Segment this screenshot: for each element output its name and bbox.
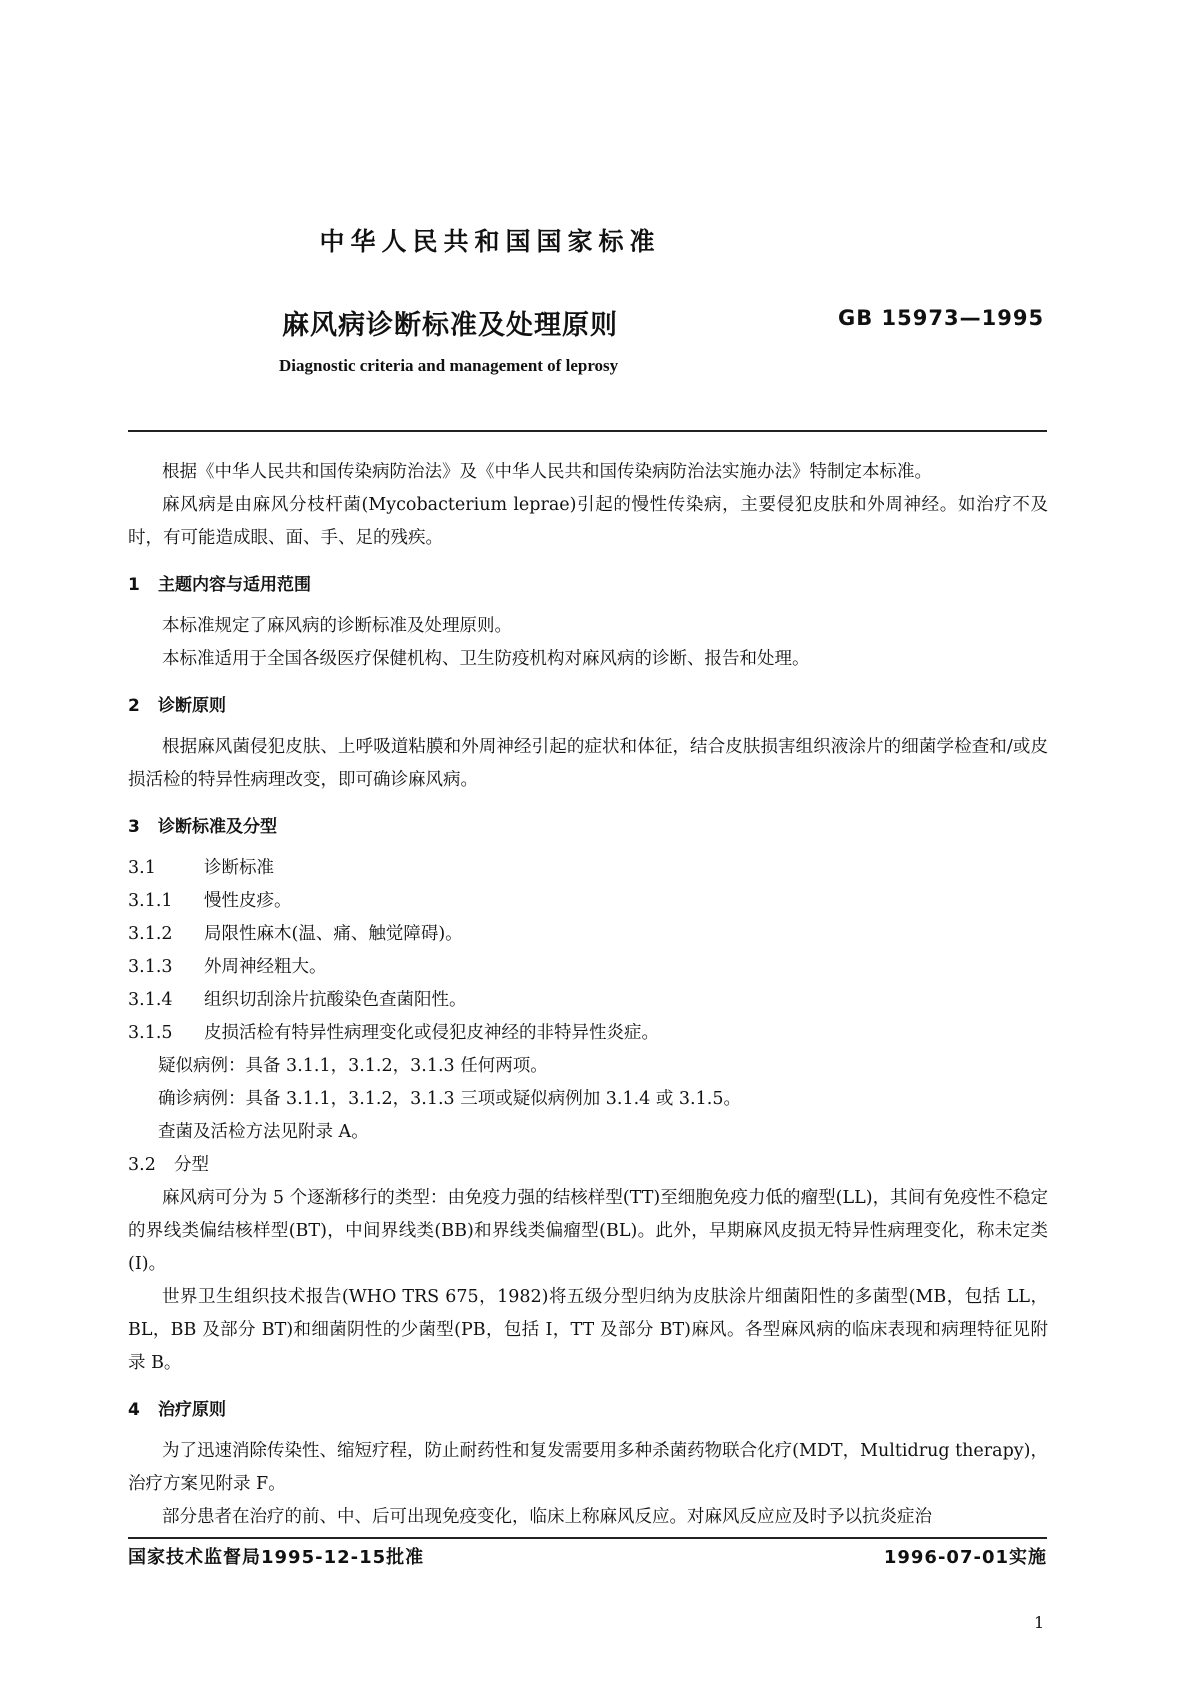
document-body — [128, 456, 1048, 1534]
page-number: 1 — [1034, 1613, 1045, 1632]
criteria-item — [128, 885, 1048, 918]
item-number: 3.1.3 — [128, 957, 173, 977]
criteria-note: 确诊病例：具备 3.1.1，3.1.2，3.1.3 三项或疑似病例加 3.1.4 或 3.1.5。 — [158, 1089, 741, 1109]
item-number: 3.1.5 — [128, 1023, 173, 1043]
section-title: 主题内容与适用范围 — [158, 575, 311, 595]
effective-date: 1996-07-01实施 — [883, 1547, 1047, 1568]
section-1-paragraph: 本标准适用于全国各级医疗保健机构、卫生防疫机构对麻风病的诊断、报告和处理。 — [162, 649, 810, 669]
item-text: 外周神经粗大。 — [204, 957, 327, 977]
criteria-note: 疑似病例：具备 3.1.1，3.1.2，3.1.3 任何两项。 — [158, 1056, 548, 1076]
item-number: 3.1.1 — [128, 891, 173, 911]
section-number: 2 — [128, 696, 140, 716]
criteria-note: 查菌及活检方法见附录 A。 — [158, 1122, 369, 1142]
section-1-paragraph: 本标准规定了麻风病的诊断标准及处理原则。 — [162, 616, 512, 636]
item-text: 组织切刮涂片抗酸染色查菌阳性。 — [204, 990, 467, 1010]
classification-paragraph: 麻风病可分为 5 个逐渐移行的类型：由免疫力强的结核样型(TT)至细胞免疫力低的瘤型(LL)，其间有免疫性不稳定的界线类偏结核样型(BT)，中间界线类(BB)和界线类偏瘤型(BL)。此外，早期麻风皮损无特异性病理变化，称未定类(I)。 — [128, 1188, 1048, 1274]
section-number: 1 — [128, 575, 140, 595]
national-standard-heading: 中华人民共和国国家标准 — [319, 227, 661, 256]
item-number: 3.2 — [128, 1155, 156, 1175]
item-text: 皮损活检有特异性病理变化或侵犯皮神经的非特异性炎症。 — [204, 1023, 659, 1043]
section-title: 诊断标准及分型 — [158, 817, 277, 837]
item-number: 3.1.4 — [128, 990, 173, 1010]
item-number: 3.1.2 — [128, 924, 173, 944]
item-text: 分型 — [174, 1155, 209, 1175]
intro-paragraph: 麻风病是由麻风分枝杆菌(Mycobacterium leprae)引起的慢性传染病，主要侵犯皮肤和外周神经。如治疗不及时，有可能造成眼、面、手、足的残疾。 — [128, 495, 1048, 548]
subsection-3-2 — [128, 1149, 1048, 1182]
item-number: 3.1 — [128, 858, 156, 878]
item-text: 诊断标准 — [204, 858, 274, 878]
subsection-3-1 — [128, 852, 1048, 885]
section-number: 4 — [128, 1400, 140, 1420]
section-title: 诊断原则 — [158, 696, 226, 716]
item-text: 慢性皮疹。 — [204, 891, 292, 911]
section-2-heading — [128, 690, 1048, 723]
criteria-item — [128, 951, 1048, 984]
english-title: Diagnostic criteria and management of leprosy — [279, 356, 619, 375]
criteria-item — [128, 1017, 1048, 1050]
section-2-paragraph: 根据麻风菌侵犯皮肤、上呼吸道粘膜和外周神经引起的症状和体征，结合皮肤损害组织液涂片的细菌学检查和/或皮损活检的特异性病理改变，即可确诊麻风病。 — [128, 737, 1048, 790]
section-number: 3 — [128, 817, 140, 837]
item-text: 局限性麻木(温、痛、触觉障碍)。 — [204, 924, 463, 944]
bottom-divider — [128, 1537, 1047, 1539]
top-divider — [128, 430, 1047, 432]
section-title: 治疗原则 — [158, 1400, 226, 1420]
standard-number: GB 15973—1995 — [838, 306, 1045, 330]
section-4-paragraph: 为了迅速消除传染性、缩短疗程，防止耐药性和复发需要用多种杀菌药物联合化疗(MDT，Multidrug therapy)，治疗方案见附录 F。 — [128, 1441, 1048, 1494]
document-title: 麻风病诊断标准及处理原则 — [282, 310, 618, 341]
section-4-heading — [128, 1394, 1048, 1427]
section-1-heading — [128, 569, 1048, 602]
classification-paragraph: 世界卫生组织技术报告(WHO TRS 675，1982)将五级分型归纳为皮肤涂片细菌阳性的多菌型(MB，包括 LL，BL，BB 及部分 BT)和细菌阴性的少菌型(PB，包括 I，TT 及部分 BT)麻风。各型麻风病的临床表现和病理特征见附录 B。 — [128, 1287, 1048, 1373]
criteria-item — [128, 984, 1048, 1017]
section-3-heading — [128, 811, 1048, 844]
criteria-item — [128, 918, 1048, 951]
approval-line: 国家技术监督局1995-12-15批准 — [128, 1547, 425, 1568]
intro-paragraph: 根据《中华人民共和国传染病防治法》及《中华人民共和国传染病防治法实施办法》特制定本标准。 — [162, 462, 932, 482]
section-4-paragraph: 部分患者在治疗的前、中、后可出现免疫变化，临床上称麻风反应。对麻风反应应及时予以抗炎症治 — [162, 1507, 932, 1527]
criteria-list — [128, 852, 1048, 1182]
